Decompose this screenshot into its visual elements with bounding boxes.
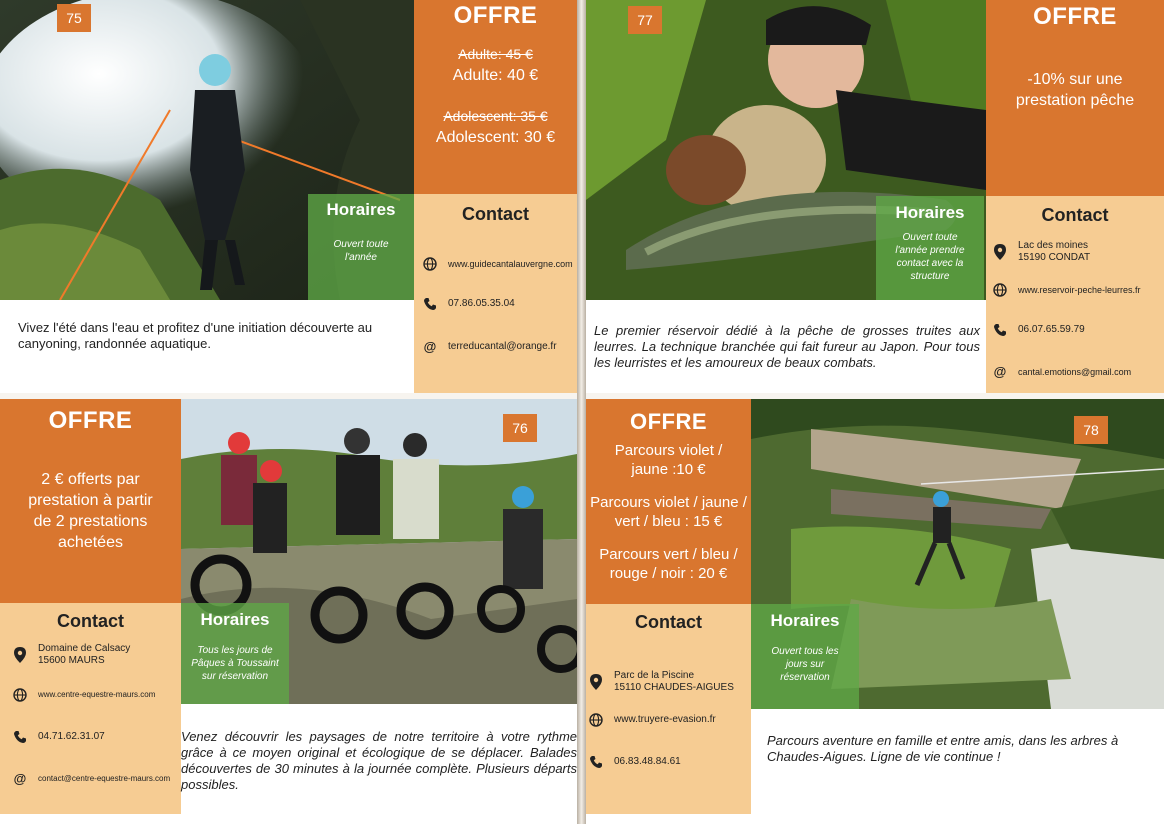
contact-title: Contact xyxy=(635,612,702,632)
at-sign-icon: @ xyxy=(13,771,27,786)
page-number: 77 xyxy=(628,6,662,34)
horaires-box xyxy=(181,603,289,704)
contact-title: Contact xyxy=(1041,205,1109,225)
horaires-text: Ouvert tous les jours sur réservation xyxy=(771,646,839,683)
contact-box xyxy=(414,194,577,393)
offer-box xyxy=(986,0,1164,196)
contact-website xyxy=(588,712,716,728)
horaires-box xyxy=(751,604,859,709)
globe-icon xyxy=(12,687,28,703)
page-number: 76 xyxy=(503,414,537,442)
horaires-text: Ouvert toute l'année prendre contact avec la structure xyxy=(895,232,965,282)
phone-icon xyxy=(12,729,28,745)
offer-box xyxy=(414,0,577,194)
globe-icon xyxy=(992,282,1008,298)
horaires-box xyxy=(308,194,414,300)
contact-website xyxy=(422,256,573,272)
activity-description: Le premier réservoir dédié à la pêche de grosses truites aux leurres. La technique branchée qui fait fureur au Japon. Pour tous les leurristes et les amoureux de beaux combats. xyxy=(594,323,980,370)
contact-address xyxy=(992,240,1090,264)
contact-phone xyxy=(422,296,515,312)
email-text[interactable]: terreducantal@orange.fr xyxy=(448,341,557,352)
page-75 xyxy=(0,0,577,393)
website-text[interactable]: www.centre-equestre-maurs.com xyxy=(38,690,156,699)
phone-icon xyxy=(992,322,1008,338)
email-text[interactable]: contact@centre-equestre-maurs.com xyxy=(38,774,171,783)
at-sign-icon: @ xyxy=(993,364,1007,379)
website-text[interactable]: www.reservoir-peche-leurres.fr xyxy=(1018,285,1141,295)
offer-line-1: Parcours violet / jaune :10 € xyxy=(614,442,723,478)
offer-title: OFFRE xyxy=(48,407,133,434)
location-pin-icon xyxy=(588,674,604,690)
offer-title: OFFRE xyxy=(453,2,538,29)
contact-website xyxy=(992,282,1141,298)
offer-old-price-teen: Adolescent: 35 € xyxy=(443,108,548,124)
contact-phone xyxy=(992,322,1085,338)
contact-phone xyxy=(588,754,681,770)
phone-text[interactable]: 06.83.48.84.61 xyxy=(614,756,681,767)
horaires-title: Horaires xyxy=(200,610,270,629)
offer-box xyxy=(0,399,181,603)
contact-box xyxy=(986,196,1164,393)
address-line-2: 15190 CONDAT xyxy=(1018,252,1091,263)
horaires-title: Horaires xyxy=(326,200,396,219)
offer-text: -10% sur une prestation pêche xyxy=(1015,71,1135,109)
globe-icon xyxy=(422,256,438,272)
address-line-1: Parc de la Piscine xyxy=(614,670,695,681)
horaires-box xyxy=(876,196,984,300)
globe-icon xyxy=(588,712,604,728)
horaires-title: Horaires xyxy=(770,611,840,630)
contact-title: Contact xyxy=(462,204,529,224)
contact-address xyxy=(588,670,734,694)
page-78 xyxy=(586,399,1164,824)
activity-name: TRUITE ARÉA xyxy=(594,303,699,320)
address-line-1: Domaine de Calsacy xyxy=(38,643,131,654)
horaires-title: Horaires xyxy=(895,203,965,222)
location-pin-icon xyxy=(992,244,1008,260)
phone-text[interactable]: 06.07.65.59.79 xyxy=(1018,324,1085,335)
activity-name: TERRE DU CANTAL xyxy=(18,301,166,318)
page-76 xyxy=(0,399,577,824)
offer-box xyxy=(586,399,751,604)
activity-name: TRUYÈRE EVASION xyxy=(767,713,916,730)
website-text[interactable]: www.guidecantalauvergne.com xyxy=(448,259,573,269)
phone-icon xyxy=(588,754,604,770)
phone-text[interactable]: 07.86.05.35.04 xyxy=(448,298,515,309)
email-text[interactable]: cantal.emotions@gmail.com xyxy=(1018,367,1132,377)
contact-box xyxy=(586,604,751,814)
at-sign-icon: @ xyxy=(423,339,437,354)
contact-title: Contact xyxy=(57,611,124,631)
address-line-2: 15600 MAURS xyxy=(38,655,105,666)
contact-website xyxy=(12,687,155,703)
offer-text: 2 € offerts par prestation à partir de 2 prestations achetées xyxy=(28,471,153,551)
offer-price-teen: Adolescent: 30 € xyxy=(435,129,556,146)
offer-title: OFFRE xyxy=(629,409,708,434)
page-number: 75 xyxy=(57,4,91,32)
activity-description: Venez découvrir les paysages de notre territoire à votre rythme grâce à ce moyen original et écologique de se déplacer. Balades découvertes de 30 minutes à la journée complète. Plusieurs départs possibles. xyxy=(181,729,577,792)
horaires-text: Tous les jours de Pâques à Toussaint sur réservation xyxy=(191,645,279,682)
activity-name: TROTTINETTES ÉLECTRIQUES xyxy=(193,710,427,727)
contact-email xyxy=(422,339,557,355)
offer-line-3: Parcours vert / bleu / rouge / noir : 20 € xyxy=(599,546,738,582)
contact-email xyxy=(12,771,170,787)
location-pin-icon xyxy=(12,647,28,663)
address-line-1: Lac des moines xyxy=(1018,240,1089,251)
offer-line-2: Parcours violet / jaune / vert / bleu : 15 € xyxy=(590,494,747,530)
booklet-spine xyxy=(577,0,586,824)
offer-title: OFFRE xyxy=(1033,3,1117,30)
offer-price-adult: Adulte: 40 € xyxy=(452,67,539,84)
phone-text[interactable]: 04.71.62.31.07 xyxy=(38,731,105,742)
contact-address xyxy=(12,643,130,667)
contact-phone xyxy=(12,729,105,745)
activity-description: Parcours aventure en famille et entre amis, dans les arbres à Chaudes-Aigues. Ligne de vie continue ! xyxy=(767,733,1119,764)
offer-old-price-adult: Adulte: 45 € xyxy=(458,46,533,62)
activity-description: Vivez l'été dans l'eau et profitez d'une initiation découverte au canyoning, randonnée aquatique. xyxy=(18,320,373,351)
address-line-2: 15110 CHAUDES-AIGUES xyxy=(614,682,734,693)
page-number: 78 xyxy=(1074,416,1108,444)
contact-email xyxy=(992,364,1131,380)
page-77 xyxy=(586,0,1164,393)
horaires-text: Ouvert toute l'année xyxy=(333,239,389,263)
website-text[interactable]: www.truyere-evasion.fr xyxy=(614,714,716,725)
phone-icon xyxy=(422,296,438,312)
contact-box xyxy=(0,603,181,814)
